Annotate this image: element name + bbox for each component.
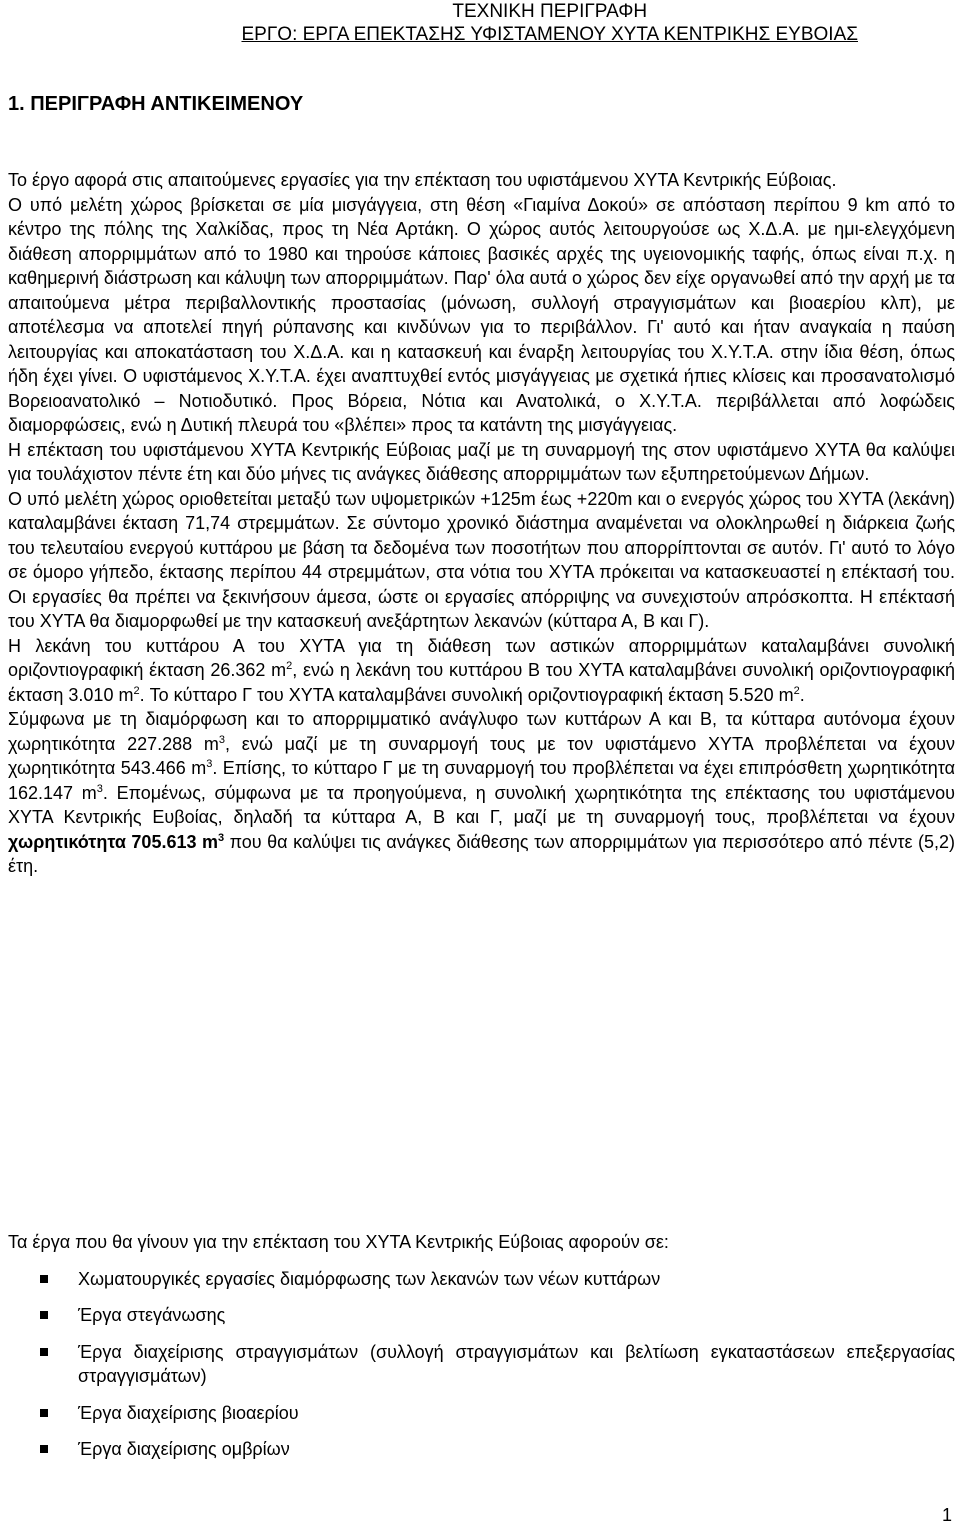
superscript: 2 — [133, 684, 140, 697]
p5-text-c: . Το κύτταρο Γ του ΧΥΤΑ καταλαμβάνει συνολική οριζοντιογραφική έκταση 5.520 m — [139, 684, 794, 705]
paragraph-2: Ο υπό μελέτη χώρος βρίσκεται σε μία μισγάγγεια, στη θέση «Γιαμίνα Δοκού» σε απόσταση περίπου 9 km από το κέντρο της πόλης της Χαλκίδας, προς τη Νέα Αρτάκη. Ο χώρος αυτός λειτουργούσε ως Χ.Δ.Α. με ημι-ελεγχόμενη διάθεση απορριμμάτων από το 1980 και τηρούσε κάποιες βασικές αρχές της υγειονομικής ταφής, όπως είναι π.χ. η καθημερινή διάστρωση και κάλυψη των απορριμμάτων. Παρ' όλα αυτά ο χώρος δεν είχε οργανωθεί από την αρχή με τα απαιτούμενα μέτρα περιβαλλοντικής προστασίας (μόνωση, συλλογή στραγγισμάτων και βιοαερίου κλπ), με αποτέλεσμα να αποτελεί πηγή ρύπανσης και κινδύνων για το περιβάλλον. Γι' αυτό και ήταν αναγκαία η παύση λειτουργίας και αποκατάσταση του Χ.Δ.Α. και η κατασκευή και έναρξη λειτουργίας του Χ.Υ.Τ.Α. στην ίδια θέση, όπως ήδη έχει γίνει. Ο υφιστάμενος Χ.Υ.Τ.Α. έχει αναπτυχθεί εντός μισγάγγειας με σχετικά ήπιες κλίσεις και προσανατολισμό Βορειοανατολικό – Νοτιοδυτικό. Προς Βόρεια, Νότια και Ανατολικά, ο Χ.Υ.Τ.Α. περιβάλλεται από λοφώδεις διαμορφώσεις, ενώ η Δυτική πλευρά του «βλέπει» προς τα κατάντη της μισγάγγειας. — [8, 194, 955, 435]
list-item-text: Έργα διαχείρισης ομβρίων — [78, 1439, 290, 1459]
paragraph-5 — [8, 634, 955, 708]
capacity-highlight — [8, 832, 224, 852]
list-item-text: Χωματουργικές εργασίες διαμόρφωσης των λεκανών των νέων κυττάρων — [78, 1268, 661, 1289]
p5-text-b: , ενώ η λεκάνη του κυττάρου Β του ΧΥΤΑ καταλαμβάνει συνολική οριζοντιογραφική έκταση 3.010 m — [8, 660, 955, 705]
works-intro: Τα έργα που θα γίνουν για την επέκταση του ΧΥΤΑ Κεντρικής Εύβοιας αφορούν σε: — [8, 1232, 669, 1252]
square-bullet-icon — [40, 1311, 48, 1319]
square-bullet-icon — [40, 1348, 48, 1356]
list-item — [8, 1401, 955, 1426]
section-title: 1. ΠΕΡΙΓΡΑΦΗ ΑΝΤΙΚΕΙΜΕΝΟΥ — [8, 93, 304, 115]
list-item — [8, 1340, 955, 1389]
p6-text-a: Σύμφωνα με τη διαμόρφωση και το απορριμματικό ανάγλυφο των κυττάρων Α και Β, τα κύτταρα αυτόνομα έχουν χωρητικότητα 227.288 m — [8, 709, 955, 754]
p5-text-d: . — [799, 684, 805, 705]
superscript: 3 — [206, 758, 213, 770]
header-project: ΕΡΓΟ: ΕΡΓΑ ΕΠΕΚΤΑΣΗΣ ΥΦΙΣΤΑΜΕΝΟΥ ΧΥΤΑ ΚΕΝΤΡΙΚΗΣ ΕΥΒΟΙΑΣ — [241, 24, 858, 45]
superscript: 3 — [218, 733, 226, 746]
paragraph-1: Το έργο αφορά στις απαιτούμενες εργασίες για την επέκταση του υφιστάμενου ΧΥΤΑ Κεντρικής Εύβοιας. — [8, 170, 837, 190]
header-title: ΤΕΧΝΙΚΗ ΠΕΡΙΓΡΑΦΗ — [452, 1, 648, 22]
square-bullet-icon — [40, 1275, 48, 1283]
p6-text-d: . Επομένως, σύμφωνα με τα προηγούμενα, η συνολική χωρητικότητα της επέκτασης του υφιστάμενου ΧΥΤΑ Κεντρικής Ευβοίας, δηλαδή τα κύτταρα Α, Β και Γ, μαζί με τη συναρμογή τους, προβλέπεται να έχουν — [8, 782, 955, 827]
paragraph-4: Ο υπό μελέτη χώρος οριοθετείται μεταξύ των υψομετρικών +125m έως +220m και ο ενεργός χώρος του ΧΥΤΑ (λεκάνη) καταλαμβάνει έκταση 71,74 στρεμμάτων. Σε σύντομο χρονικό διάστημα αναμένεται να ολοκληρωθεί η διάρκεια ζωής του τελευταίου ενεργού κυττάρου με βάση τα δεδομένα των ποσοτήτων που απορρίπτονται σε αυτόν. Γι' αυτό το λόγο σε όμορο γήπεδο, έκτασης περίπου 44 στρεμμάτων, στα νότια του ΧΥΤΑ πρόκειται να κατασκευαστεί η επέκτασή του. Οι εργασίες θα πρέπει να ξεκινήσουν άμεσα, ώστε οι εργασίες απόρριψης να συνεχιστούν απρόσκοπτα. Η επέκτασή του ΧΥΤΑ θα διαμορφωθεί με την κατασκευή ανεξάρτητων λεκανών (κύτταρα Α, Β και Γ). — [8, 488, 955, 631]
p6-text-c: . Επίσης, το κύτταρο Γ με τη συναρμογή του προβλέπεται να έχει επιπρόσθετη χωρητικότητα 162.147 m — [8, 758, 956, 803]
list-item-text: Έργα διαχείρισης βιοαερίου — [78, 1402, 299, 1423]
capacity-text: χωρητικότητα 705.613 m — [8, 831, 218, 852]
paragraph-6 — [8, 707, 955, 879]
page-header — [241, 0, 858, 46]
paragraph-3: Η επέκταση του υφιστάμενου ΧΥΤΑ Κεντρικής Εύβοιας μαζί με τη συναρμογή της στον υφιστάμενο ΧΥΤΑ θα καλύψει για τουλάχιστον πέντε έτη και δύο μήνες τις ανάγκες διάθεσης απορριμμάτων των εξυπηρετούμενων Δήμων. — [8, 439, 955, 484]
superscript: 3 — [218, 831, 225, 844]
square-bullet-icon — [40, 1409, 48, 1417]
list-item — [8, 1437, 955, 1462]
list-item — [8, 1267, 955, 1292]
p5-text-a: Η λεκάνη του κυττάρου Α του ΧΥΤΑ για τη διάθεση των αστικών απορριμμάτων καταλαμβάνει συνολική οριζοντιογραφική έκταση 26.362 m — [8, 635, 955, 680]
body-text — [8, 168, 955, 879]
square-bullet-icon — [40, 1445, 48, 1453]
list-item-text: Έργα στεγάνωσης — [78, 1305, 226, 1325]
list-item-text: Έργα διαχείρισης στραγγισμάτων (συλλογή στραγγισμάτων και βελτίωση εγκαταστάσεων επεξεργασίας στραγγισμάτων) — [78, 1341, 955, 1386]
superscript: 2 — [793, 684, 800, 697]
superscript: 2 — [286, 660, 293, 672]
superscript: 3 — [96, 782, 103, 795]
p6-text-e: που θα καλύψει τις ανάγκες διάθεσης των απορριμμάτων για περισσότερο από πέντε (5,2) έτη. — [8, 831, 955, 876]
list-item — [8, 1303, 955, 1328]
works-list — [8, 1230, 955, 1474]
page-number: 1 — [941, 1505, 952, 1525]
p6-text-b: , ενώ μαζί με τη συναρμογή τους με τον υφιστάμενο ΧΥΤΑ προβλέπεται να έχουν χωρητικότητα 543.466 m — [8, 733, 956, 778]
